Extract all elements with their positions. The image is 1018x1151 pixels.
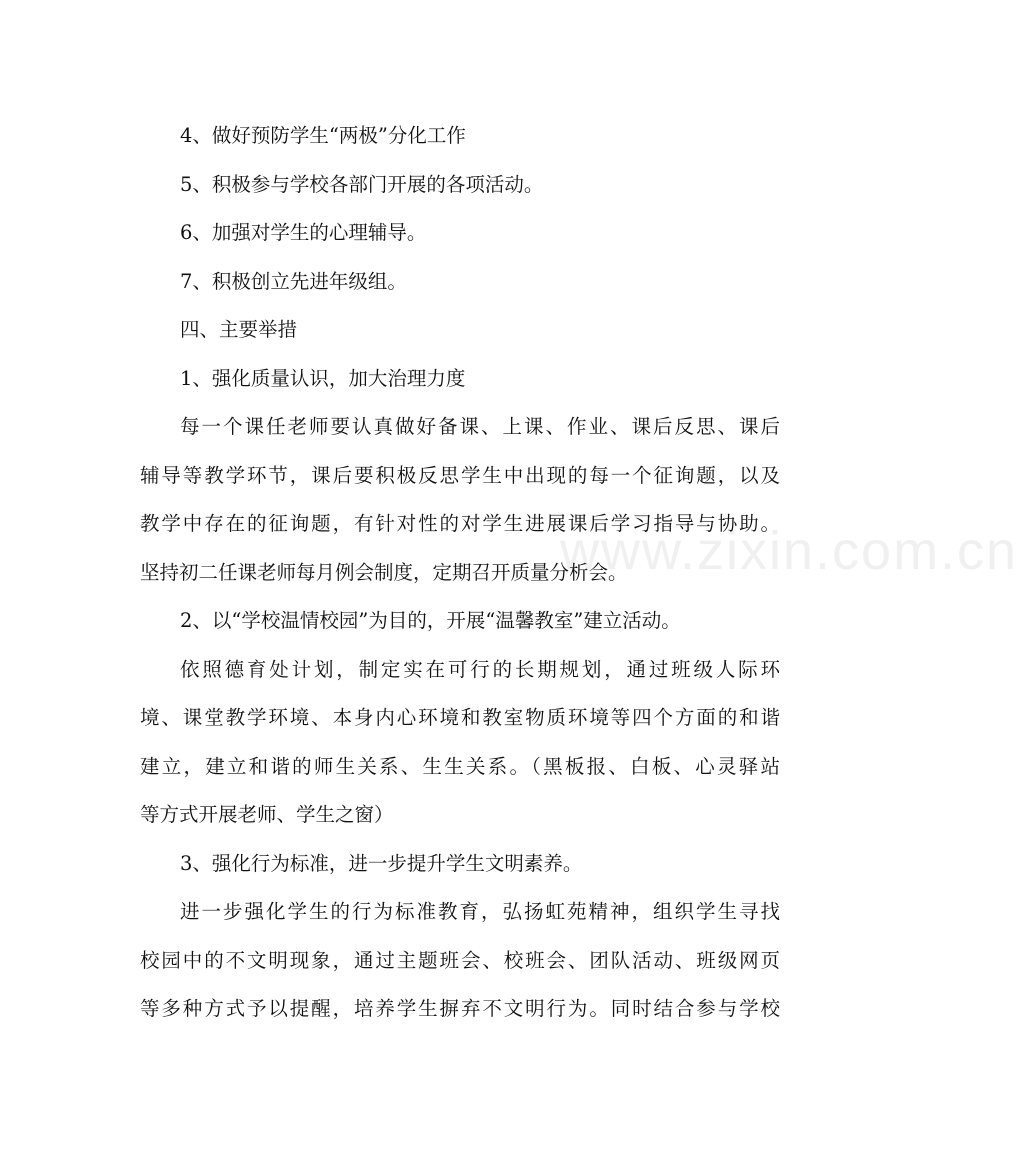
document-body xyxy=(140,112,780,1034)
text-line: 四、主要举措 xyxy=(180,318,298,341)
text-line: 进一步强化学生的行为标准教育，弘扬虹苑精神，组织学生寻找 xyxy=(180,900,780,923)
text-line: 辅导等教学环节，课后要积极反思学生中出现的每一个征询题，以及 xyxy=(140,463,780,487)
text-line: 4、做好预防学生“两极”分化工作 xyxy=(180,124,466,147)
text-line: 3、强化行为标准，进一步提升学生文明素养。 xyxy=(180,851,583,875)
text-line: 5、积极参与学校各部门开展的各项活动。 xyxy=(180,172,544,196)
text-line: 坚持初二任课老师每月例会制度，定期召开质量分析会。 xyxy=(140,560,628,584)
text-line: 每一个课任老师要认真做好备课、上课、作业、课后反思、课后 xyxy=(180,415,780,438)
watermark-text: www.zixin.com.cn xyxy=(560,521,1018,581)
text-line: 教学中存在的征询题，有针对性的对学生进展课后学习指导与协助。 xyxy=(140,512,780,535)
text-line: 校园中的不文明现象，通过主题班会、校班会、团队活动、班级网页 xyxy=(140,948,780,972)
text-line: 7、积极创立先进年级组。 xyxy=(180,269,407,293)
text-line: 等多种方式予以提醒，培养学生摒弃不文明行为。同时结合参与学校 xyxy=(140,997,780,1020)
text-line: 境、课堂教学环境、本身内心环境和教室物质环境等四个方面的和谐 xyxy=(140,706,780,729)
text-line: 等方式开展老师、学生之窗） xyxy=(140,803,394,826)
text-line: 6、加强对学生的心理辅导。 xyxy=(180,221,427,244)
text-line: 1、强化质量认识，加大治理力度 xyxy=(180,366,466,390)
text-line: 2、以“学校温情校园”为目的，开展“温馨教室”建立活动。 xyxy=(180,609,681,632)
text-line: 建立，建立和谐的师生关系、生生关系。（黑板报、白板、心灵驿站 xyxy=(140,754,780,778)
text-line: 依照德育处计划，制定实在可行的长期规划，通过班级人际环 xyxy=(180,657,780,681)
